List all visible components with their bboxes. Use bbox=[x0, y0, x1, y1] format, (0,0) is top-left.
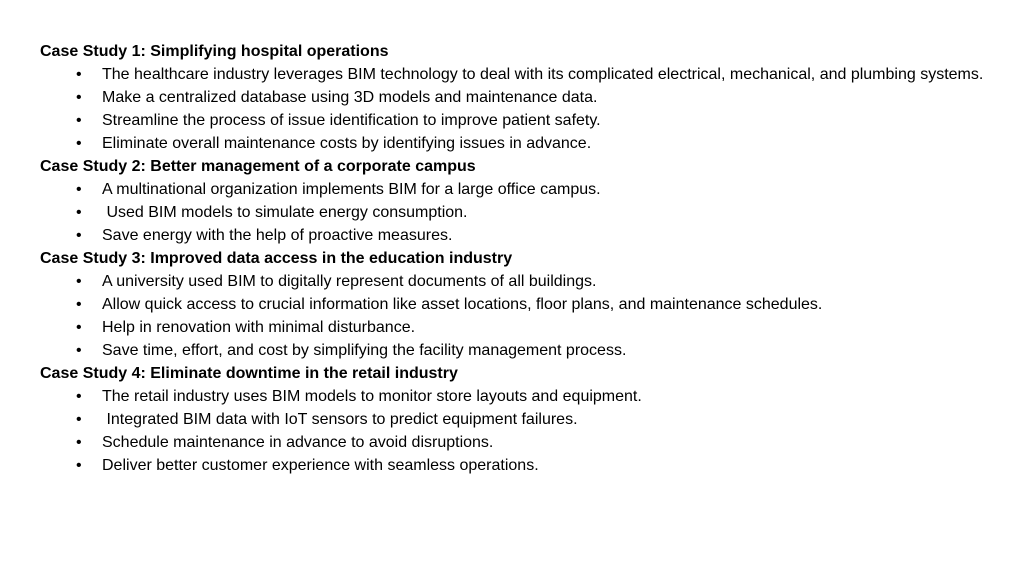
bullet-item bbox=[40, 454, 990, 477]
bullet-text: A university used BIM to digitally represent documents of all buildings. bbox=[102, 273, 597, 290]
bullet-item bbox=[40, 339, 990, 362]
bullet-text: Allow quick access to crucial information like asset locations, floor plans, and maintenance schedules. bbox=[102, 296, 823, 313]
bullet-icon: • bbox=[76, 388, 82, 405]
bullet-icon: • bbox=[76, 204, 82, 221]
bullet-text: Save time, effort, and cost by simplifying the facility management process. bbox=[102, 342, 627, 359]
case-study-3 bbox=[40, 247, 990, 362]
bullet-item bbox=[40, 431, 990, 454]
bullet-text: Eliminate overall maintenance costs by identifying issues in advance. bbox=[102, 135, 592, 152]
bullet-icon: • bbox=[76, 66, 82, 83]
bullet-item bbox=[40, 293, 990, 316]
bullet-icon: • bbox=[76, 135, 82, 152]
bullet-item bbox=[40, 63, 990, 86]
bullet-icon: • bbox=[76, 181, 82, 198]
bullet-text: Schedule maintenance in advance to avoid disruptions. bbox=[102, 434, 494, 451]
case-study-1 bbox=[40, 40, 990, 155]
bullet-text: Help in renovation with minimal disturbance. bbox=[102, 319, 416, 336]
case-study-title: Case Study 3: Improved data access in the education industry bbox=[40, 250, 513, 267]
bullet-text: A multinational organization implements BIM for a large office campus. bbox=[102, 181, 601, 198]
bullet-item bbox=[40, 316, 990, 339]
bullet-item bbox=[40, 178, 990, 201]
bullet-list bbox=[40, 385, 990, 477]
bullet-icon: • bbox=[76, 457, 82, 474]
bullet-text: Deliver better customer experience with seamless operations. bbox=[102, 457, 539, 474]
case-study-title: Case Study 2: Better management of a corporate campus bbox=[40, 158, 476, 175]
case-study-title: Case Study 4: Eliminate downtime in the retail industry bbox=[40, 365, 458, 382]
bullet-text: Make a centralized database using 3D models and maintenance data. bbox=[102, 89, 598, 106]
bullet-icon: • bbox=[76, 227, 82, 244]
case-study-4 bbox=[40, 362, 990, 477]
case-study-title: Case Study 1: Simplifying hospital operations bbox=[40, 43, 389, 60]
bullet-text: The retail industry uses BIM models to monitor store layouts and equipment. bbox=[102, 388, 642, 405]
bullet-text: Streamline the process of issue identification to improve patient safety. bbox=[102, 112, 601, 129]
bullet-list bbox=[40, 270, 990, 362]
bullet-list bbox=[40, 63, 990, 155]
bullet-list bbox=[40, 178, 990, 247]
bullet-item bbox=[40, 408, 990, 431]
case-study-2 bbox=[40, 155, 990, 247]
bullet-item bbox=[40, 201, 990, 224]
bullet-text: Save energy with the help of proactive measures. bbox=[102, 227, 453, 244]
bullet-icon: • bbox=[76, 319, 82, 336]
bullet-text: The healthcare industry leverages BIM technology to deal with its complicated electrical, mechanical, and plumbing systems. bbox=[102, 66, 984, 83]
bullet-icon: • bbox=[76, 434, 82, 451]
bullet-text: Used BIM models to simulate energy consumption. bbox=[102, 204, 468, 221]
bullet-icon: • bbox=[76, 273, 82, 290]
bullet-icon: • bbox=[76, 112, 82, 129]
bullet-item bbox=[40, 224, 990, 247]
slide-content bbox=[40, 40, 990, 477]
bullet-item bbox=[40, 86, 990, 109]
bullet-text: Integrated BIM data with IoT sensors to predict equipment failures. bbox=[102, 411, 578, 428]
bullet-item bbox=[40, 385, 990, 408]
bullet-icon: • bbox=[76, 89, 82, 106]
bullet-icon: • bbox=[76, 411, 82, 428]
bullet-item bbox=[40, 109, 990, 132]
bullet-item bbox=[40, 270, 990, 293]
bullet-icon: • bbox=[76, 342, 82, 359]
bullet-item bbox=[40, 132, 990, 155]
bullet-icon: • bbox=[76, 296, 82, 313]
